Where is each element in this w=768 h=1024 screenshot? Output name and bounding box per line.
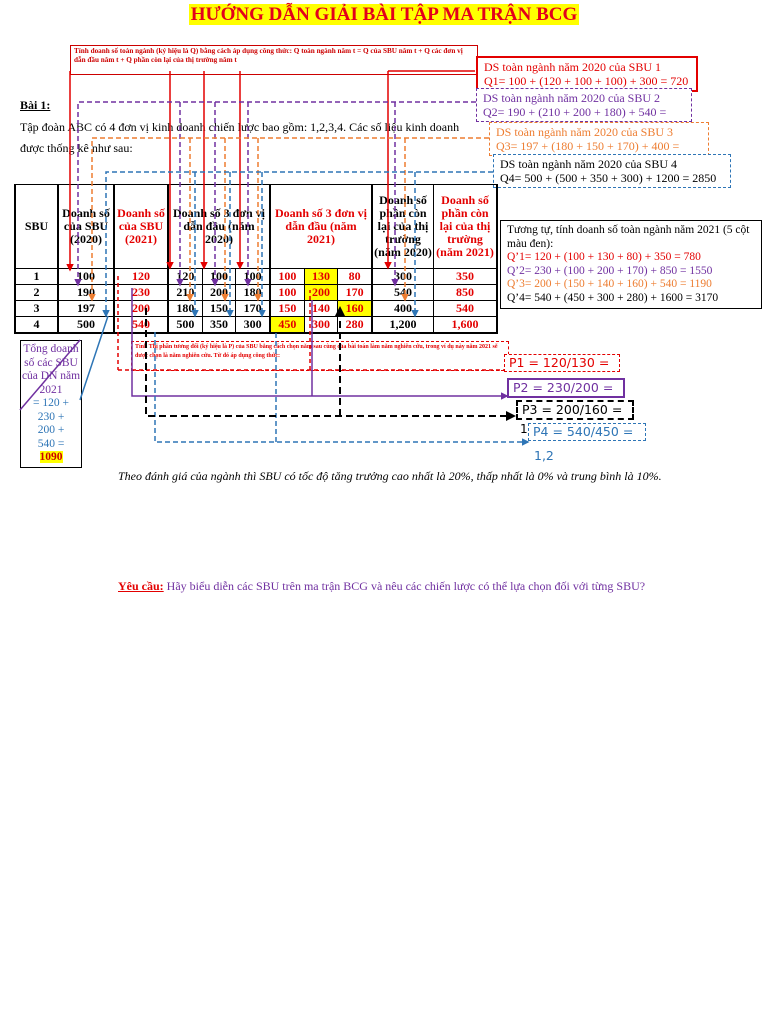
relative-share-note: Tính Thị phần tương đối (ký hiệu là P) của SBU bằng cách chọn năm sau cùng của bài toán làm năm nghiên cứu, trong ví dụ này năm 2021 sẽ được chọn là năm nghiên cứu. Từ đó áp dụng công thức: [131, 341, 509, 371]
sbu4-arrows [80, 172, 528, 442]
total-formula: = 120 + [33, 397, 69, 409]
p4-box: P4 = 540/450 = [528, 423, 646, 441]
cell-leader-2020: 180 [236, 285, 270, 301]
ds-box-title: DS toàn ngành năm 2020 của SBU 1 [484, 60, 661, 74]
p2-box: P2 = 230/200 = [507, 378, 625, 398]
cell-rest-2021: 1,600 [434, 317, 498, 334]
summary-q4: Q’4= 540 + (450 + 300 + 280) + 1600 = 3170 [507, 291, 719, 304]
cell-leader-2020: 100 [202, 269, 235, 285]
exercise-label: Bài 1: [20, 98, 51, 112]
cell-sales-2021: 540 [114, 317, 168, 334]
cell-leader-2021: 150 [270, 301, 304, 317]
ds-box-title: DS toàn ngành năm 2020 của SBU 2 [483, 91, 660, 105]
cell-rest-2021: 350 [434, 269, 498, 285]
cell-leader-2021-max: 450 [270, 317, 304, 334]
cell-leader-2020: 180 [168, 301, 202, 317]
total-formula: 540 = [37, 437, 65, 450]
ds-box-title: DS toàn ngành năm 2020 của SBU 3 [496, 125, 673, 139]
cell-leader-2020: 170 [236, 301, 270, 317]
ds-box-formula: Q1= 100 + (120 + 100 + 100) + 300 = 720 [484, 74, 689, 88]
header-rest-2021: Doanh số phần còn lại của thị trường (năm 2021) [434, 185, 498, 269]
summary-q1: Q’1= 120 + (100 + 130 + 80) + 350 = 780 [507, 251, 701, 263]
p1-box: P1 = 120/130 = [504, 354, 620, 372]
cell-leader-2020: 150 [202, 301, 235, 317]
cell-sbu: 4 [15, 317, 58, 334]
cell-rest-2020: 540 [372, 285, 434, 301]
page-title: HƯỚNG DẪN GIẢI BÀI TẬP MA TRẬN BCG [190, 4, 578, 25]
cell-sales-2021: 200 [114, 301, 168, 317]
total-label: Tổng doanh số các SBU của DN năm 2021 [21, 343, 81, 396]
cell-leader-2020: 210 [168, 285, 202, 301]
cell-leader-2021: 100 [270, 285, 304, 301]
ds-box-formula: Q3= 197 + (180 + 150 + 170) + 400 = [496, 139, 680, 153]
header-sales-2020: Doanh số của SBU (2020) [58, 185, 114, 269]
p3-result: 1 [520, 422, 528, 436]
header-leaders-2021: Doanh số 3 đơn vị dẫn đầu (năm 2021) [270, 185, 372, 269]
cell-sbu: 2 [15, 285, 58, 301]
total-formula: 200 + [37, 424, 65, 436]
cell-rest-2020: 400 [372, 301, 434, 317]
requirement-text: Hãy biểu diễn các SBU trên ma trận BCG và nêu các chiến lược có thể lựa chọn đối với từng SBU? [163, 579, 646, 593]
cell-leader-2020: 200 [202, 285, 235, 301]
cell-sales-2020: 100 [58, 269, 114, 285]
cell-leader-2020: 100 [236, 269, 270, 285]
ds-box-formula: Q2= 190 + (210 + 200 + 180) + 540 = [483, 105, 667, 119]
ds-box-title: DS toàn ngành năm 2020 của SBU 4 [500, 157, 677, 171]
cell-sales-2021: 120 [114, 269, 168, 285]
cell-leader-2020: 500 [168, 317, 202, 334]
cell-rest-2020: 300 [372, 269, 434, 285]
summary-q3: Q’3= 200 + (150 + 140 + 160) + 540 = 1190 [507, 278, 712, 290]
cell-rest-2021: 850 [434, 285, 498, 301]
cell-leader-2020: 300 [236, 317, 270, 334]
header-sales-2021: Doanh số của SBU (2021) [114, 185, 168, 269]
exercise-intro: Tập đoàn ABC có 4 đơn vị kinh doanh chiến lược bao gồm: 1,2,3,4. Các số liệu kinh doanh được thống kê như sau: [20, 120, 460, 155]
total-formula: 230 + [37, 410, 65, 423]
cell-sales-2020: 500 [58, 317, 114, 334]
header-leaders-2020: Doanh số 3 đơn vị dẫn đầu (năm 2020) [168, 185, 270, 269]
cell-leader-2020: 120 [168, 269, 202, 285]
growth-evaluation: Theo đánh giá của ngành thì SBU có tốc độ tăng trưởng cao nhất là 20%, thấp nhất là 0% và trung bình là 10%. [118, 469, 662, 483]
summary-q2: Q’2= 230 + (100 + 200 + 170) + 850 = 1550 [507, 264, 713, 277]
ds-box-formula: Q4= 500 + (500 + 350 + 300) + 1200 = 2850 [500, 171, 717, 185]
q-formula-note: Tính doanh số toàn ngành (ký hiệu là Q) bằng cách áp dụng công thức: Q toàn ngành năm t = Q của SBU năm t + Q các đơn vị dẫn đầu năm t + Q phần còn lại của thị trường năm t [70, 45, 478, 75]
header-rest-2020: Doanh số phần còn lại của thị trường (năm 2020) [372, 185, 434, 269]
header-sbu: SBU [15, 185, 58, 269]
sbu3-p3-arrows [146, 308, 514, 416]
cell-sales-2020: 197 [58, 301, 114, 317]
summary-heading: Tương tự, tính doanh số toàn ngành năm 2021 (5 cột màu đen): [507, 224, 750, 250]
p4-result: 1,2 [534, 448, 554, 463]
cell-leader-2021: 300 [304, 317, 337, 334]
cell-sbu: 3 [15, 301, 58, 317]
cell-leader-2021: 280 [338, 317, 372, 334]
total-result: 1090 [39, 451, 63, 463]
cell-leader-2021-max: 160 [338, 301, 372, 317]
p3-box: P3 = 200/160 = [516, 400, 634, 420]
cell-leader-2020: 350 [202, 317, 235, 334]
cell-rest-2020: 1,200 [372, 317, 434, 334]
cell-leader-2021-max: 200 [304, 285, 337, 301]
sbu1-arrows [70, 71, 504, 370]
cell-leader-2021: 80 [338, 269, 372, 285]
cell-leader-2021-max: 130 [304, 269, 337, 285]
sbu2-arrows [20, 102, 507, 410]
cell-leader-2021: 170 [338, 285, 372, 301]
cell-rest-2021: 540 [434, 301, 498, 317]
cell-sbu: 1 [15, 269, 58, 285]
cell-leader-2021: 100 [270, 269, 304, 285]
cell-sales-2020: 190 [58, 285, 114, 301]
cell-leader-2021: 140 [304, 301, 337, 317]
cell-sales-2021: 230 [114, 285, 168, 301]
requirement-label: Yêu cầu: [118, 579, 164, 593]
sbu3-arrows [92, 138, 489, 300]
